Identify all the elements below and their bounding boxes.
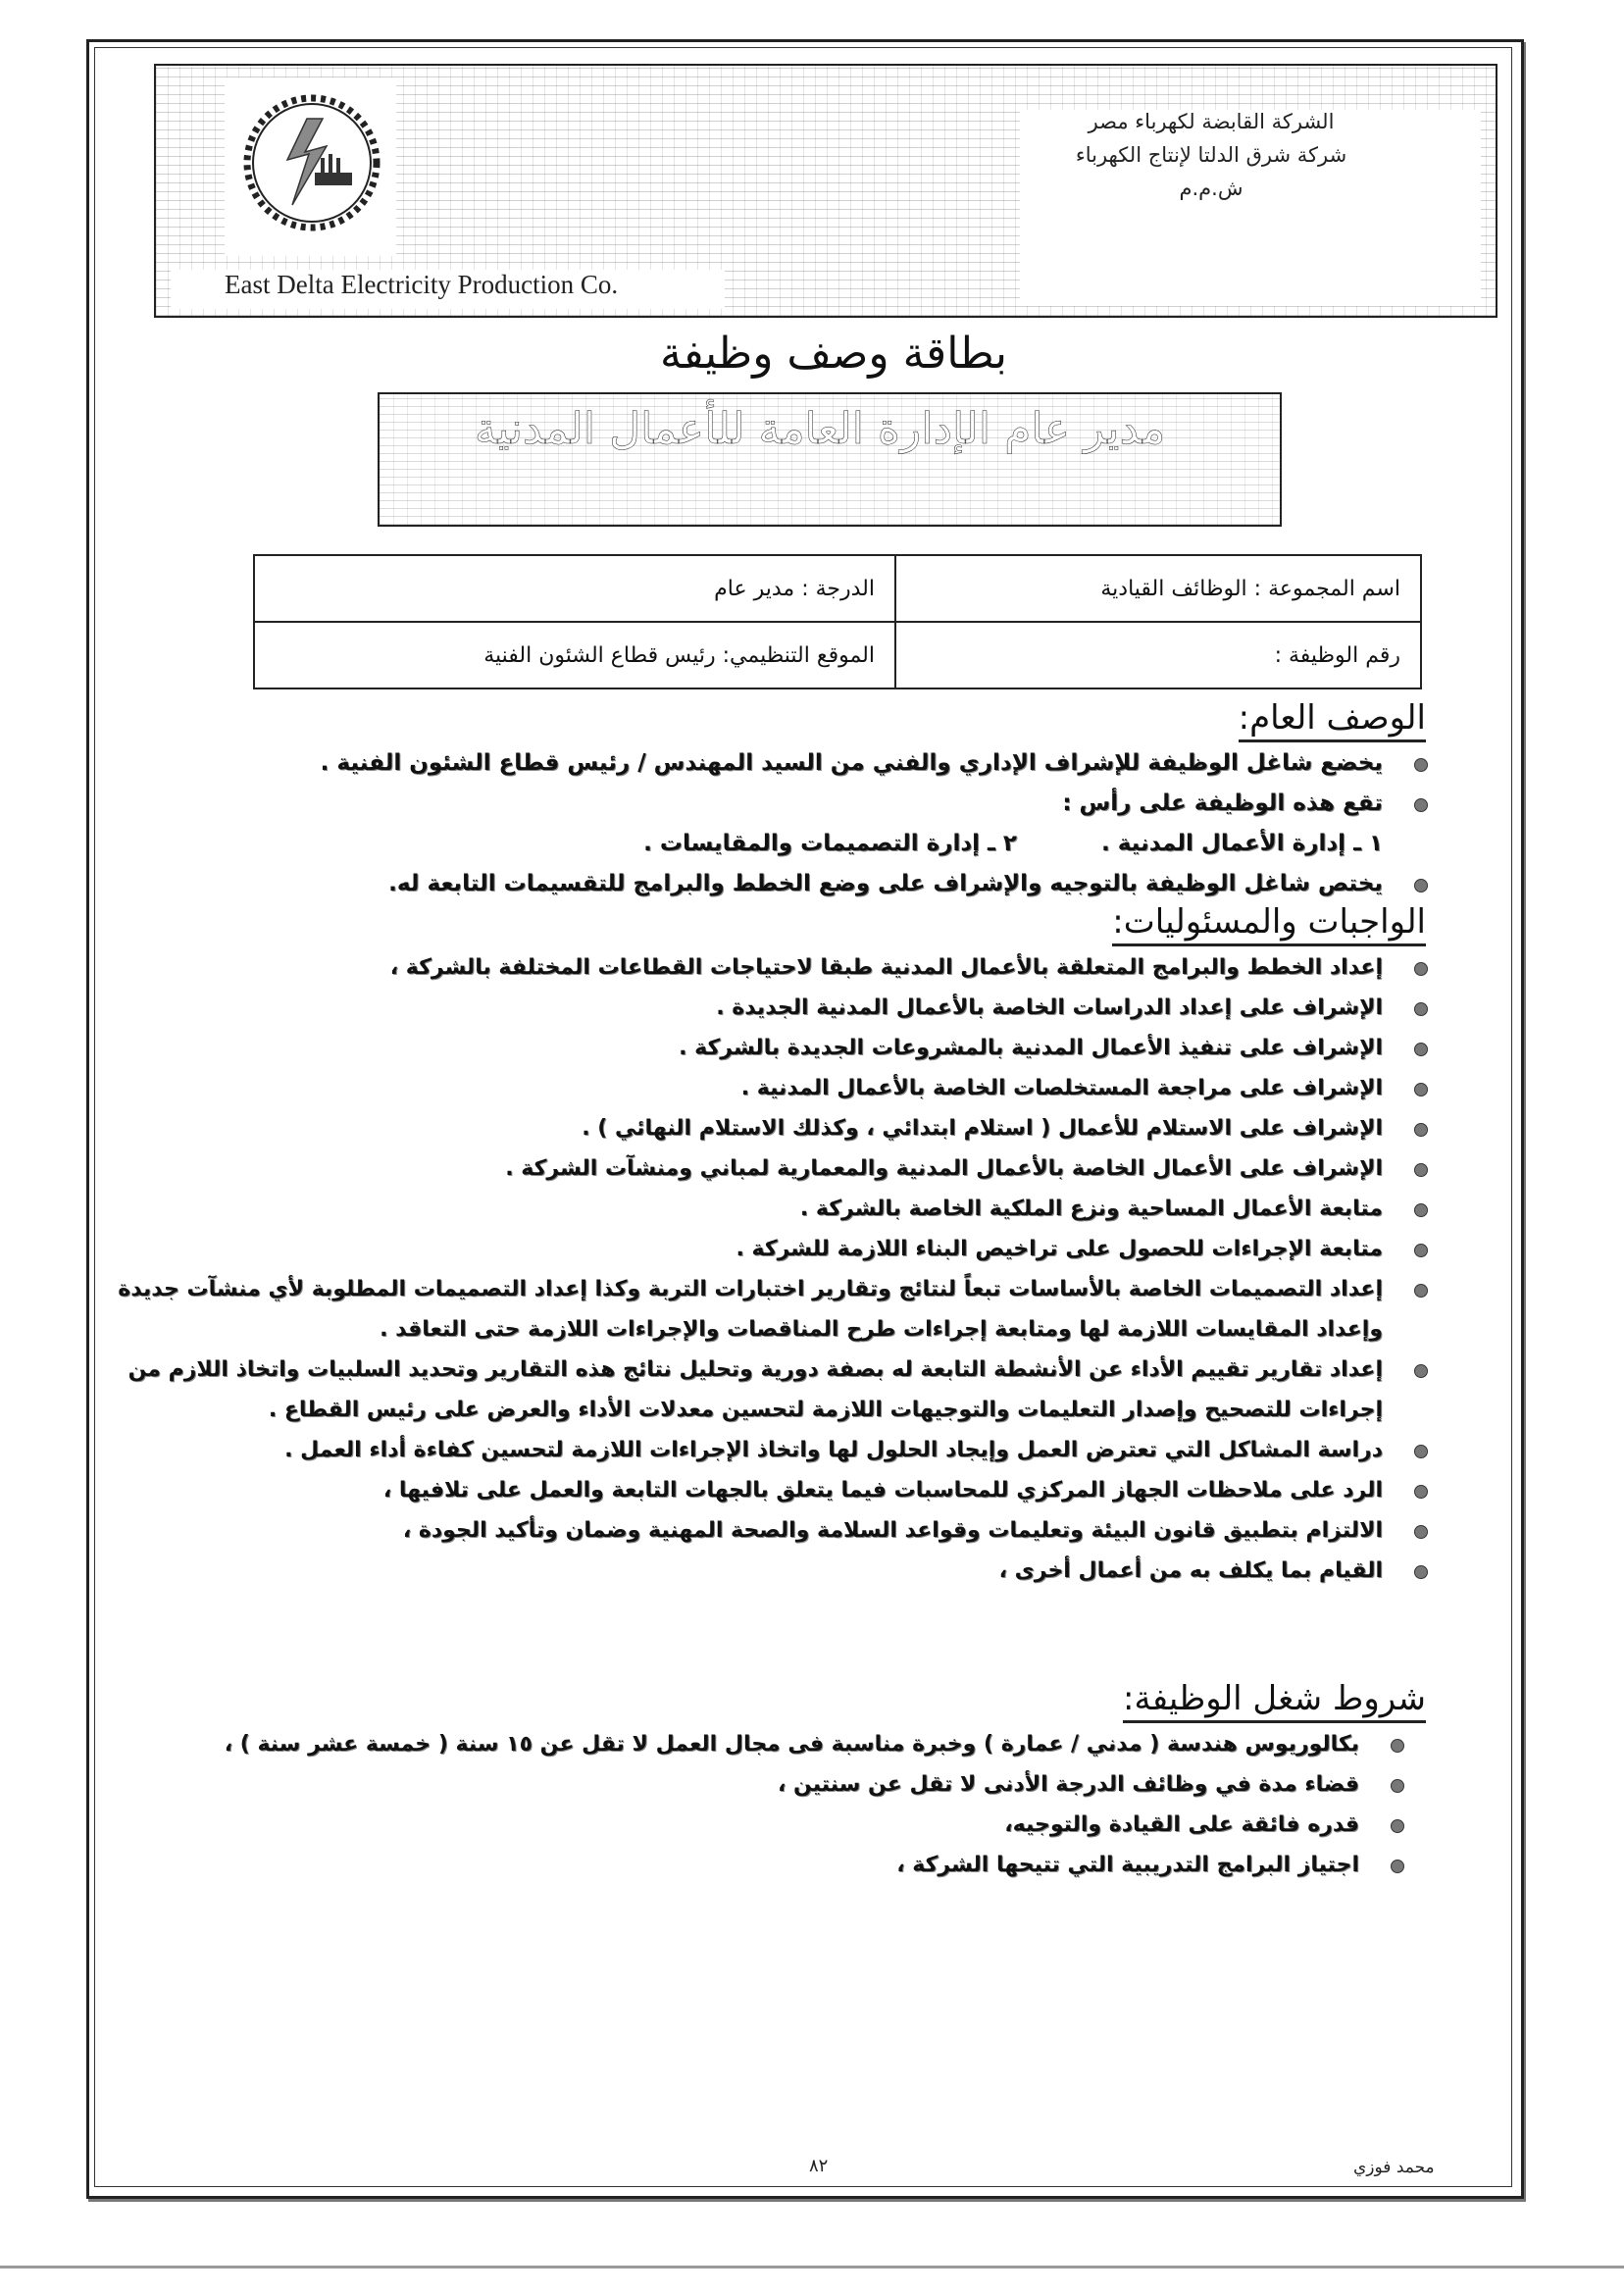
list-item: إعداد الخطط والبرامج المتعلقة بالأعمال المدنية طبقا لاحتياجات القطاعات المختلفة بالشركة ، [59, 947, 1432, 988]
list-subitems [127, 824, 1432, 864]
list-item: يختص شاغل الوظيفة بالتوجيه والإشراف على وضع الخطط والبرامج للتقسيمات التابعة له. [127, 864, 1432, 904]
bullet-icon [1414, 1364, 1428, 1378]
author-name: محمد فوزي [1353, 2158, 1435, 2177]
bullet-icon [1414, 758, 1428, 772]
list-item: متابعة الأعمال المساحية ونزع الملكية الخاصة بالشركة . [59, 1189, 1432, 1229]
general-description-list [127, 743, 1432, 904]
company-ar-line: الشركة القابضة لكهرباء مصر [1088, 110, 1335, 133]
bullet-icon [1414, 1203, 1428, 1217]
list-item: متابعة الإجراءات للحصول على تراخيص البناء اللازمة للشركة . [59, 1229, 1432, 1269]
list-item: الإشراف على الأعمال الخاصة بالأعمال المدنية والمعمارية لمباني ومنشآت الشركة . [59, 1148, 1432, 1189]
duties-heading: الواجبات والمسئوليات: [1112, 902, 1426, 946]
list-item: اجتياز البرامج التدريبية التي تتيحها الشركة ، [55, 1845, 1408, 1885]
group-value: الوظائف القيادية [1100, 576, 1247, 601]
list-item: تقع هذه الوظيفة على رأس : [127, 784, 1432, 824]
list-item: الإشراف على مراجعة المستخلصات الخاصة بالأعمال المدنية . [59, 1068, 1432, 1108]
bullet-icon [1414, 1083, 1428, 1096]
list-item: قضاء مدة في وظائف الدرجة الأدنى لا تقل عن سنتين ، [55, 1764, 1408, 1805]
page-number: ٨٢ [809, 2156, 829, 2176]
job-title: مدير عام الإدارة العامة للأعمال المدنية [474, 404, 1166, 454]
bullet-icon [1391, 1779, 1404, 1793]
requirements-heading: شروط شغل الوظيفة: [1123, 1679, 1426, 1723]
table-row [254, 555, 1421, 622]
bullet-icon [1414, 962, 1428, 976]
group-cell [895, 555, 1421, 622]
bullet-icon [1414, 1284, 1428, 1298]
list-item: بكالوريوس هندسة ( مدني / عمارة ) وخبرة مناسبة فى مجال العمل لا تقل عن ١٥ سنة ( خمسة عشر سنة ) ، [55, 1724, 1408, 1764]
list-item: الالتزام بتطبيق قانون البيئة وتعليمات وقواعد السلامة والصحة المهنية وضمان وتأكيد الجودة ، [59, 1510, 1432, 1551]
company-ar-line: ش.م.م [1179, 177, 1243, 200]
bullet-icon [1391, 1819, 1404, 1833]
bullet-icon [1414, 1163, 1428, 1177]
list-item: إعداد التصميمات الخاصة بالأساسات تبعاً لنتائج وتقارير اختبارات التربة وكذا إعداد التصميمات المطلوبة لأي منشآت جديدة وإعداد المقايسات اللازمة لها ومتابعة إجراءات طرح المناقصات والإجراءات اللازمة حتى التعاقد . [59, 1269, 1432, 1350]
list-item: الإشراف على إعداد الدراسات الخاصة بالأعمال المدنية الجديدة . [59, 988, 1432, 1028]
bullet-icon [1391, 1739, 1404, 1753]
sub-item: ٢ ـ إدارة التصميمات والمقايسات . [643, 831, 1017, 856]
grade-cell [254, 555, 895, 622]
document-title: بطاقة وصف وظيفة [660, 329, 1007, 379]
group-label: اسم المجموعة : [1253, 576, 1400, 601]
list-item: دراسة المشاكل التي تعترض العمل وإيجاد الحلول لها واتخاذ الإجراءات اللازمة لتحسين كفاءة أداء العمل . [59, 1430, 1432, 1470]
org-position-cell [254, 622, 895, 688]
bullet-icon [1414, 798, 1428, 812]
company-name-en: East Delta Electricity Production Co. [225, 270, 619, 299]
scan-edge-line [0, 2266, 1624, 2269]
company-ar-line: شركة شرق الدلتا لإنتاج الكهرباء [1075, 143, 1347, 167]
bullet-icon [1414, 1123, 1428, 1137]
job-info-table [253, 554, 1422, 689]
company-logo-icon [238, 89, 385, 236]
table-row [254, 622, 1421, 688]
requirements-list [55, 1724, 1408, 1885]
letterhead [154, 64, 1497, 318]
list-item: الإشراف على تنفيذ الأعمال المدنية بالمشروعات الجديدة بالشركة . [59, 1028, 1432, 1068]
list-item: الإشراف على الاستلام للأعمال ( استلام ابتدائي ، وكذلك الاستلام النهائي ) . [59, 1108, 1432, 1148]
bullet-icon [1414, 1565, 1428, 1579]
list-item: القيام بما يكلف به من أعمال أخرى ، [59, 1551, 1432, 1591]
company-name-ar [1054, 105, 1368, 205]
duties-list [59, 947, 1432, 1591]
job-number-label: رقم الوظيفة : [1274, 642, 1400, 668]
grade-value: مدير عام [714, 576, 795, 601]
bullet-icon [1414, 1445, 1428, 1458]
list-item: الرد على ملاحظات الجهاز المركزي للمحاسبات فيما يتعلق بالجهات التابعة والعمل على تلافيها ، [59, 1470, 1432, 1510]
list-item: يخضع شاغل الوظيفة للإشراف الإداري والفني من السيد المهندس / رئيس قطاع الشئون الفنية . [127, 743, 1432, 784]
bullet-icon [1414, 1525, 1428, 1539]
bullet-icon [1414, 879, 1428, 892]
bullet-icon [1414, 1043, 1428, 1056]
general-description-heading: الوصف العام: [1239, 698, 1426, 742]
logo-panel [225, 77, 396, 256]
grade-label: الدرجة : [801, 576, 875, 601]
list-item: قدره فائقة على القيادة والتوجيه، [55, 1805, 1408, 1845]
bullet-icon [1391, 1860, 1404, 1873]
list-item: إعداد تقارير تقييم الأداء عن الأنشطة التابعة له بصفة دورية وتحليل نتائج هذه التقارير وتحديد السلبيات واتخاذ اللازم من إجراءات للتصحيح وإصدار التعليمات والتوجيهات اللازمة لتحسين معدلات الأداء والعرض على رئيس القطاع . [59, 1350, 1432, 1430]
job-title-box [378, 392, 1282, 527]
bullet-icon [1414, 1485, 1428, 1499]
bullet-icon [1414, 1244, 1428, 1257]
org-position-value: رئيس قطاع الشئون الفنية [483, 642, 716, 668]
bullet-icon [1414, 1002, 1428, 1016]
job-number-cell [895, 622, 1421, 688]
org-position-label: الموقع التنظيمي: [722, 642, 875, 668]
sub-item: ١ ـ إدارة الأعمال المدنية . [1100, 831, 1383, 856]
